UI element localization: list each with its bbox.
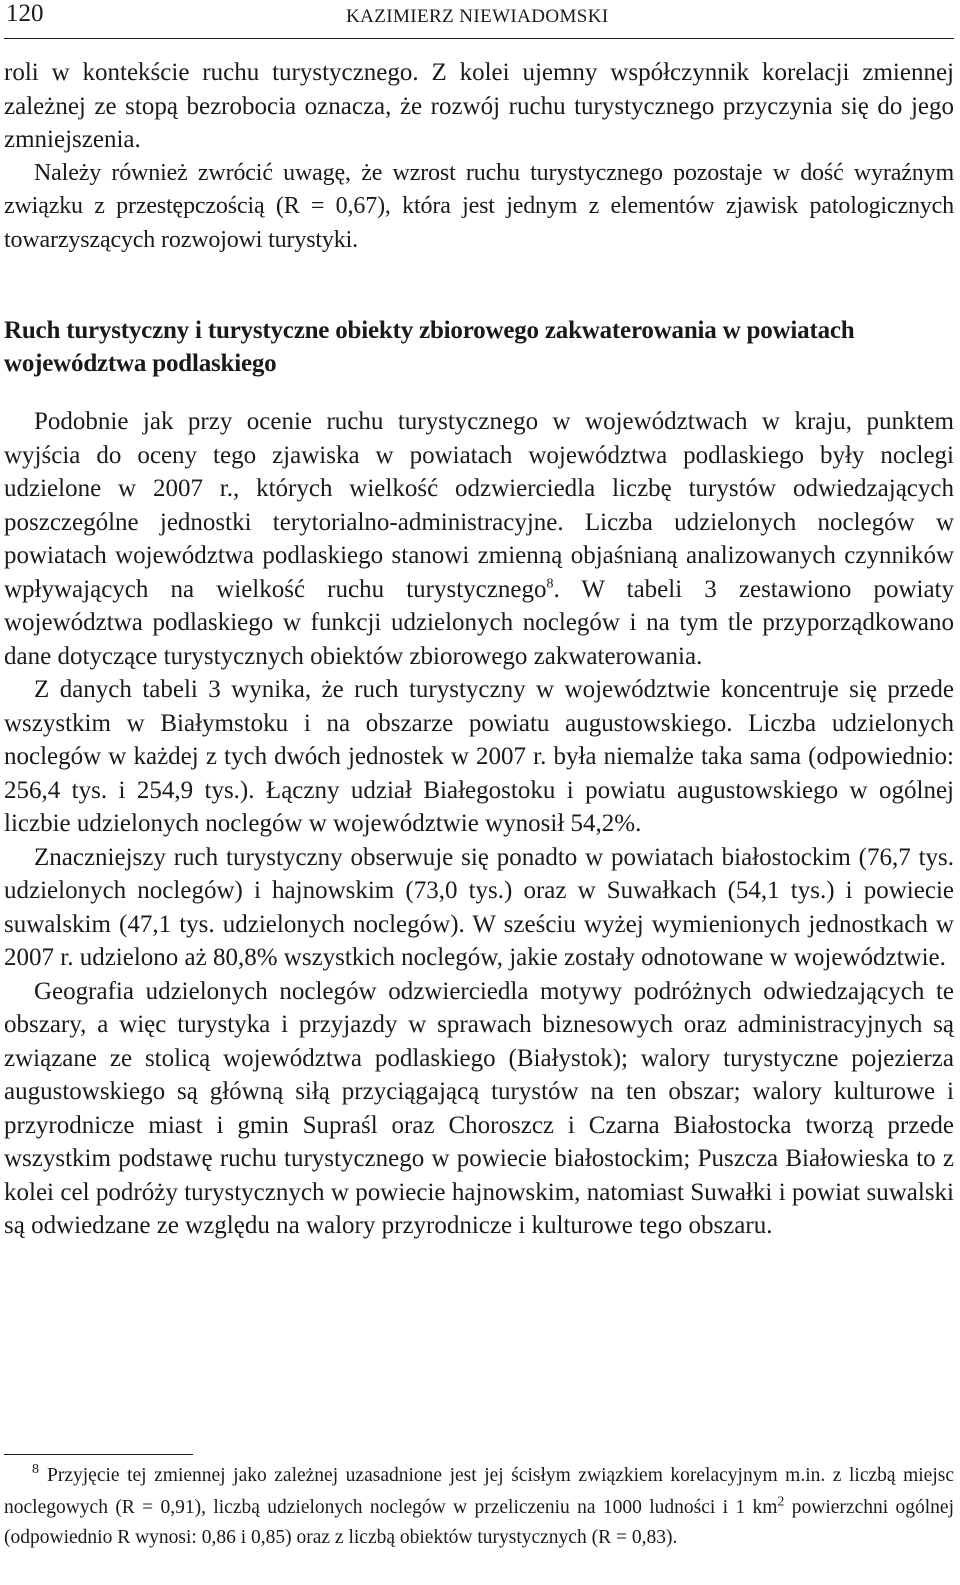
footnote-text-tail: powierzchni ogólnej (odpowiednio R wynosi: 0,86 i 0,85) oraz z liczbą obiektów turystycznych (R = 0,83).	[4, 1497, 954, 1548]
paragraph-methodology-text: Podobnie jak przy ocenie ruchu turystycznego w województwach w kraju, punktem wyjścia do oceny tego zjawiska w powiatach województwa podlaskiego były noclegi udzielone w 2007 r., których wielkość odzwierciedla liczbę turystów odwiedzających poszczególne jednostki terytorialno-administracyjne. Liczba udzielonych noclegów w powiatach województwa podlaskiego stanowi zmienną objaśnianą analizowanych czynników wpływających na wielkość ruchu turystycznego	[4, 408, 954, 603]
paragraph-methodology-tail: . W tabeli 3 zestawiono powiaty województwa podlaskiego w funkcji udzielonych noclegów i na tym tle przyporządkowano dane dotyczące turystycznych obiektów zbiorowego zakwaterowania.	[4, 575, 954, 670]
footnote-number: 8	[32, 1462, 39, 1477]
footnote	[4, 1461, 954, 1553]
paragraph-criminality: Należy również zwrócić uwagę, że wzrost ruchu turystycznego pozostaje w dość wyraźnym związku z przestępczością (R = 0,67), która jest jednym z elementów zjawisk patologicznych towarzyszących rozwojowi turystyki.	[4, 159, 954, 253]
running-title-author: KAZIMIERZ NIEWIADOMSKI	[346, 6, 609, 27]
section-heading: Ruch turystyczny i turystyczne obiekty zbiorowego zakwaterowania w powiatach województwa podlaskiego	[4, 317, 855, 377]
footnote-reference: 8	[546, 576, 554, 592]
running-header	[4, 0, 954, 39]
paragraph-geography: Geografia udzielonych noclegów odzwierciedla motywy podróżnych odwiedzających te obszary, a więc turystyka i przyjazdy w sprawach biznesowych oraz administracyjnych są związane ze stolicą województwa podlaskiego (Białystok); walory turystyczne pojezierza augustowskiego są główną siłą przyciągającą turystów na ten obszar; walory kulturowe i przyrodnicze miast i gmin Supraśl oraz Choroszcz i Czarna Białostocka tworzą przede wszystkim podstawę ruchu turystycznego w powiecie białostockim; Puszcza Białowieska to z kolei cel podróży turystycznych w powiecie hajnowskim, natomiast Suwałki i powiat suwalski są odwiedzane ze względu na walory przyrodnicze i kulturowe tego obszaru.	[4, 977, 954, 1239]
footnote-separator	[4, 1454, 193, 1455]
paragraph-table-3: Z danych tabeli 3 wynika, że ruch turystyczny w województwie koncentruje się przede wszystkim w Białymstoku i na obszarze powiatu augustowskiego. Liczba udzielonych noclegów w każdej z tych dwóch jednostek w 2007 r. była niemalże taka sama (odpowiednio: 256,4 tys. i 254,9 tys.). Łączny udział Białegostoku i powiatu augustowskiego w ogólnej liczbie udzielonych noclegów w województwie wynosił 54,2%.	[4, 676, 954, 837]
footnote-superscript: 2	[777, 1494, 785, 1510]
page-number: 120	[6, 0, 44, 27]
body-text-main	[4, 405, 954, 1243]
body-text-top	[4, 56, 954, 257]
paragraph-other-districts: Znaczniejszy ruch turystyczny obserwuje się ponadto w powiatach białostockim (76,7 tys. udzielonych noclegów) i hajnowskim (73,0 tys.) oraz w Suwałkach (54,1 tys.) i powiecie suwalskim (47,1 tys. udzielonych noclegów). W sześciu wyżej wymienionych jednostkach w 2007 r. udzielono aż 80,8% wszystkich noclegów, jakie zostały odnotowane w województwie.	[4, 843, 954, 971]
paragraph-methodology	[4, 405, 954, 673]
paragraph-continuation: roli w kontekście ruchu turystycznego. Z kolei ujemny współczynnik korelacji zmiennej zależnej ze stopą bezrobocia oznacza, że rozwój ruchu turystycznego przyczynia się do jego zmniejszenia.	[4, 59, 954, 153]
footnote-text: Przyjęcie tej zmiennej jako zależnej uzasadnione jest jej ścisłym związkiem korelacyjnym m.in. z liczbą miejsc noclegowych (R = 0,91), liczbą udzielonych noclegów w przeliczeniu na 1000 ludności i 1 km	[4, 1465, 954, 1518]
